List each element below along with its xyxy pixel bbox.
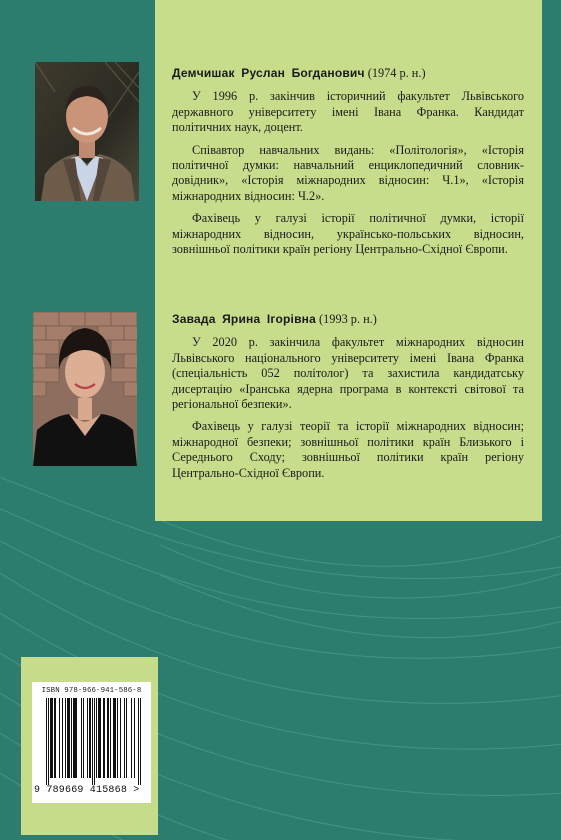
barcode-bar (65, 698, 66, 778)
isbn-number: ISBN 978-966-941-586-8 (41, 687, 142, 695)
barcode-bar (104, 698, 105, 778)
author1-paragraph: У 1996 р. закінчив історичний факультет Львівського державного університету імені Івана Франка. Кандидат політичних наук, доцент. (172, 89, 524, 135)
author1-photo (35, 62, 139, 201)
barcode-bar (90, 698, 91, 778)
barcode-bar (138, 698, 139, 785)
author1-name: Демчишак Руслан Богданович (172, 66, 365, 80)
barcode-bar (117, 698, 118, 778)
barcode-bars (37, 698, 147, 788)
barcode-bar (69, 698, 70, 778)
barcode-bar (51, 698, 52, 778)
author1-paragraph: Фахівець у галузі історії політичної думки, історії міжнародних відносин, українсько-польських відносин, зовнішньої політики країн регіону Центрально-Східної Європи. (172, 211, 524, 257)
barcode-bar (126, 698, 127, 778)
author2-paragraph: У 2020 р. закінчила факультет міжнародних відносин Львівського національного університету імені Івана Франка (спеціальність 052 політолог) та захистила кандидатську дисертацію «Іранська ядерна програма в контексті світової та регіональної безпеки». (172, 335, 524, 412)
barcode-bar (76, 698, 77, 778)
barcode-bar (140, 698, 141, 785)
barcode-bar (89, 698, 90, 778)
barcode-bar (71, 698, 72, 778)
author1-paragraph: Співавтор навчальних видань: «Політологія», «Історія політичної думки: навчальний енциклопедичний словник-довідник», «Історія міжнародних відносин: Ч.1», «Історія міжнародних відносин: Ч.2». (172, 142, 524, 203)
barcode-bar (100, 698, 101, 778)
barcode-bar (74, 698, 75, 778)
author2-name: Завада Ярина Ігорівна (172, 312, 316, 326)
barcode-label (32, 682, 151, 803)
barcode-bar (68, 698, 69, 778)
barcode-bar (92, 698, 93, 785)
barcode-bar (87, 698, 88, 778)
barcode-bar (52, 698, 53, 778)
barcode-bar (48, 698, 49, 785)
barcode-bar (131, 698, 132, 778)
barcode-bar (54, 698, 55, 778)
barcode-bar (59, 698, 60, 778)
author1-years: (1974 р. н.) (367, 66, 426, 80)
author2-bio (172, 312, 524, 488)
author2-paragraph: Фахівець у галузі теорії та історії міжнародних відносин; міжнародної безпеки; зовнішньої політики країн Близького і Середнього Сходу; зовнішньої політики країн регіону Центрально-Східної Європи. (172, 419, 524, 480)
barcode-bar (107, 698, 108, 778)
barcode-bar (98, 698, 99, 778)
barcode-bar (124, 698, 125, 778)
barcode-panel (21, 657, 158, 835)
barcode-bar (46, 698, 47, 785)
barcode-bar (81, 698, 82, 778)
barcode-bar (96, 698, 97, 778)
barcode-bar (114, 698, 115, 778)
barcode-bar (110, 698, 111, 778)
barcode-bar (99, 698, 100, 778)
barcode-bar (113, 698, 114, 778)
barcode-bar (115, 698, 116, 778)
barcode-bar (50, 698, 51, 778)
barcode-bar (120, 698, 121, 778)
barcode-bar (67, 698, 68, 778)
barcode-bar (108, 698, 109, 778)
barcode-bar (83, 698, 84, 778)
barcode-bar (55, 698, 56, 778)
ean-digits: 9 789669 415868 > (34, 785, 140, 796)
barcode-bar (75, 698, 76, 778)
author2-photo (33, 312, 137, 466)
barcode-bar (62, 698, 63, 778)
barcode-bar (94, 698, 95, 785)
author2-years: (1993 р. н.) (319, 312, 377, 326)
barcode-bar (73, 698, 74, 778)
barcode-bar (103, 698, 104, 778)
barcode-bar (134, 698, 135, 778)
author1-bio (172, 66, 524, 264)
